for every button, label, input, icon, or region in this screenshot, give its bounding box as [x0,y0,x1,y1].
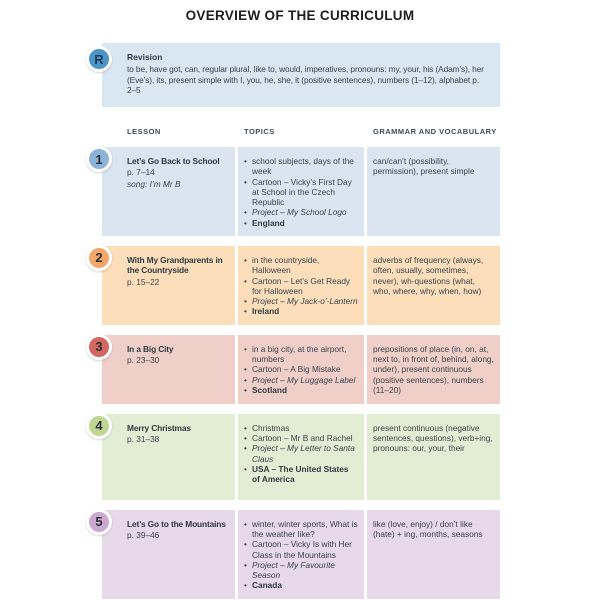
topics-cell [238,510,364,599]
lesson-title: Let’s Go to the Mountains [127,518,226,529]
grammar-text: adverbs of frequency (always, often, usually, sometimes, never), wh-questions (what, who, where, why, when, how) [373,254,484,296]
lesson-row-4 [95,414,500,500]
lesson-title: In a Big City [127,343,174,354]
topic-item: • Cartoon – Vicky Is with Her Class in the Mountains [244,539,358,560]
lesson-number-badge [86,245,112,271]
lesson-row-2 [95,246,500,325]
lesson-number: 4 [95,418,103,434]
lesson-pages: p. 31–38 [127,434,160,445]
topics-list [244,423,358,485]
lesson-title: With My Grandparents in the Countryside [127,254,223,276]
topic-item: • Cartoon – Mr B and Rachel [244,433,358,443]
revision-badge [86,46,112,72]
grammar-text: prepositions of place (in, on, at, next to, in front of, behind, along, under), present continuous (positive sentences), numbers (11–20) [373,343,494,395]
column-header-topics: TOPICS [244,127,275,136]
lesson-pages: p. 23–30 [127,355,160,366]
lesson-number: 3 [95,339,103,355]
grammar-text: present continuous (negative sentences, questions), verb+ing, pronouns: our, your, their [373,422,493,454]
grammar-cell [367,414,500,500]
topics-cell [238,147,364,236]
topics-cell [238,246,364,325]
grammar-cell [367,147,500,236]
lesson-cell [102,147,235,236]
lesson-row-5 [95,510,500,599]
lesson-number: 1 [95,151,103,167]
topic-item: • in the countryside, Halloween [244,255,358,276]
revision-heading: Revision [127,52,163,62]
lesson-pages: p. 15–22 [127,276,160,287]
topic-item: • Cartoon – Let’s Get Ready for Halloween [244,276,358,297]
topic-item: • USA – The United States of America [244,464,358,485]
curriculum-table [94,43,500,599]
topic-item: • Project – My School Logo [244,207,358,217]
grammar-cell [367,335,500,404]
topic-item: • Project – My Luggage Label [244,375,358,385]
topics-list [244,156,358,228]
lesson-pages: p. 39–46 [127,530,160,541]
grammar-cell [367,510,500,599]
topic-item: • winter, winter sports, What is the weather like? [244,519,358,540]
topic-item: • Canada [244,580,358,590]
lesson-pages: p. 7–14 [127,167,155,178]
lesson-cell [102,510,235,599]
lesson-number: 2 [95,250,103,266]
topics-cell [238,414,364,500]
lesson-cell [102,246,235,325]
topic-item: • England [244,218,358,228]
lesson-number-badge [86,146,112,172]
topic-item: • Ireland [244,306,358,316]
grammar-text: like (love, enjoy) / don’t like (hate) + ing, months, seasons [373,518,483,539]
column-header-row [102,127,500,136]
lesson-row-1 [95,147,500,236]
topics-list [244,255,358,317]
lesson-number-badge [86,509,112,535]
column-header-grammar: GRAMMAR AND VOCABULARY [373,127,497,136]
topic-item: • in a big city, at the airport, numbers [244,344,358,365]
topics-list [244,344,358,395]
topic-item: • Cartoon – A Big Mistake [244,364,358,374]
topic-item: • Cartoon – Vicky’s First Day at School in the Czech Republic [244,177,358,208]
lesson-title: Merry Christmas [127,422,191,433]
topic-item: • Project – My Favourite Season [244,560,358,581]
grammar-text: can/can’t (possibility, permission), present simple [373,156,475,177]
page-title: OVERVIEW OF THE CURRICULUM [185,8,415,23]
topic-item: • Christmas [244,423,358,433]
lesson-number: 5 [95,514,103,530]
topics-list [244,519,358,591]
topic-item: • Project – My Letter to Santa Claus [244,443,358,464]
lesson-cell [102,414,235,500]
column-header-lesson: LESSON [127,127,161,136]
topic-item: • Scotland [244,385,358,395]
grammar-cell [367,246,500,325]
revision-body: to be, have got, can, regular plural, like to, would, imperatives, pronouns: my, your, his (Adam’s), her (Eve’s), its, present simple with I, you, he, she, it (positive sentences), numbers (1–12), alphabet p. 2–5 [127,64,484,96]
lesson-cell [102,335,235,404]
lesson-number-badge [86,334,112,360]
topics-cell [238,335,364,404]
topic-item: • school subjects, days of the week [244,156,358,177]
lesson-song-note: song: I’m Mr B [127,178,181,189]
revision-section [94,43,500,107]
revision-badge-letter: R [94,51,104,67]
topic-item: • Project – My Jack-o’-Lantern [244,296,358,306]
lesson-row-3 [95,335,500,404]
lesson-number-badge [86,413,112,439]
lesson-title: Let’s Go Back to School [127,156,220,166]
